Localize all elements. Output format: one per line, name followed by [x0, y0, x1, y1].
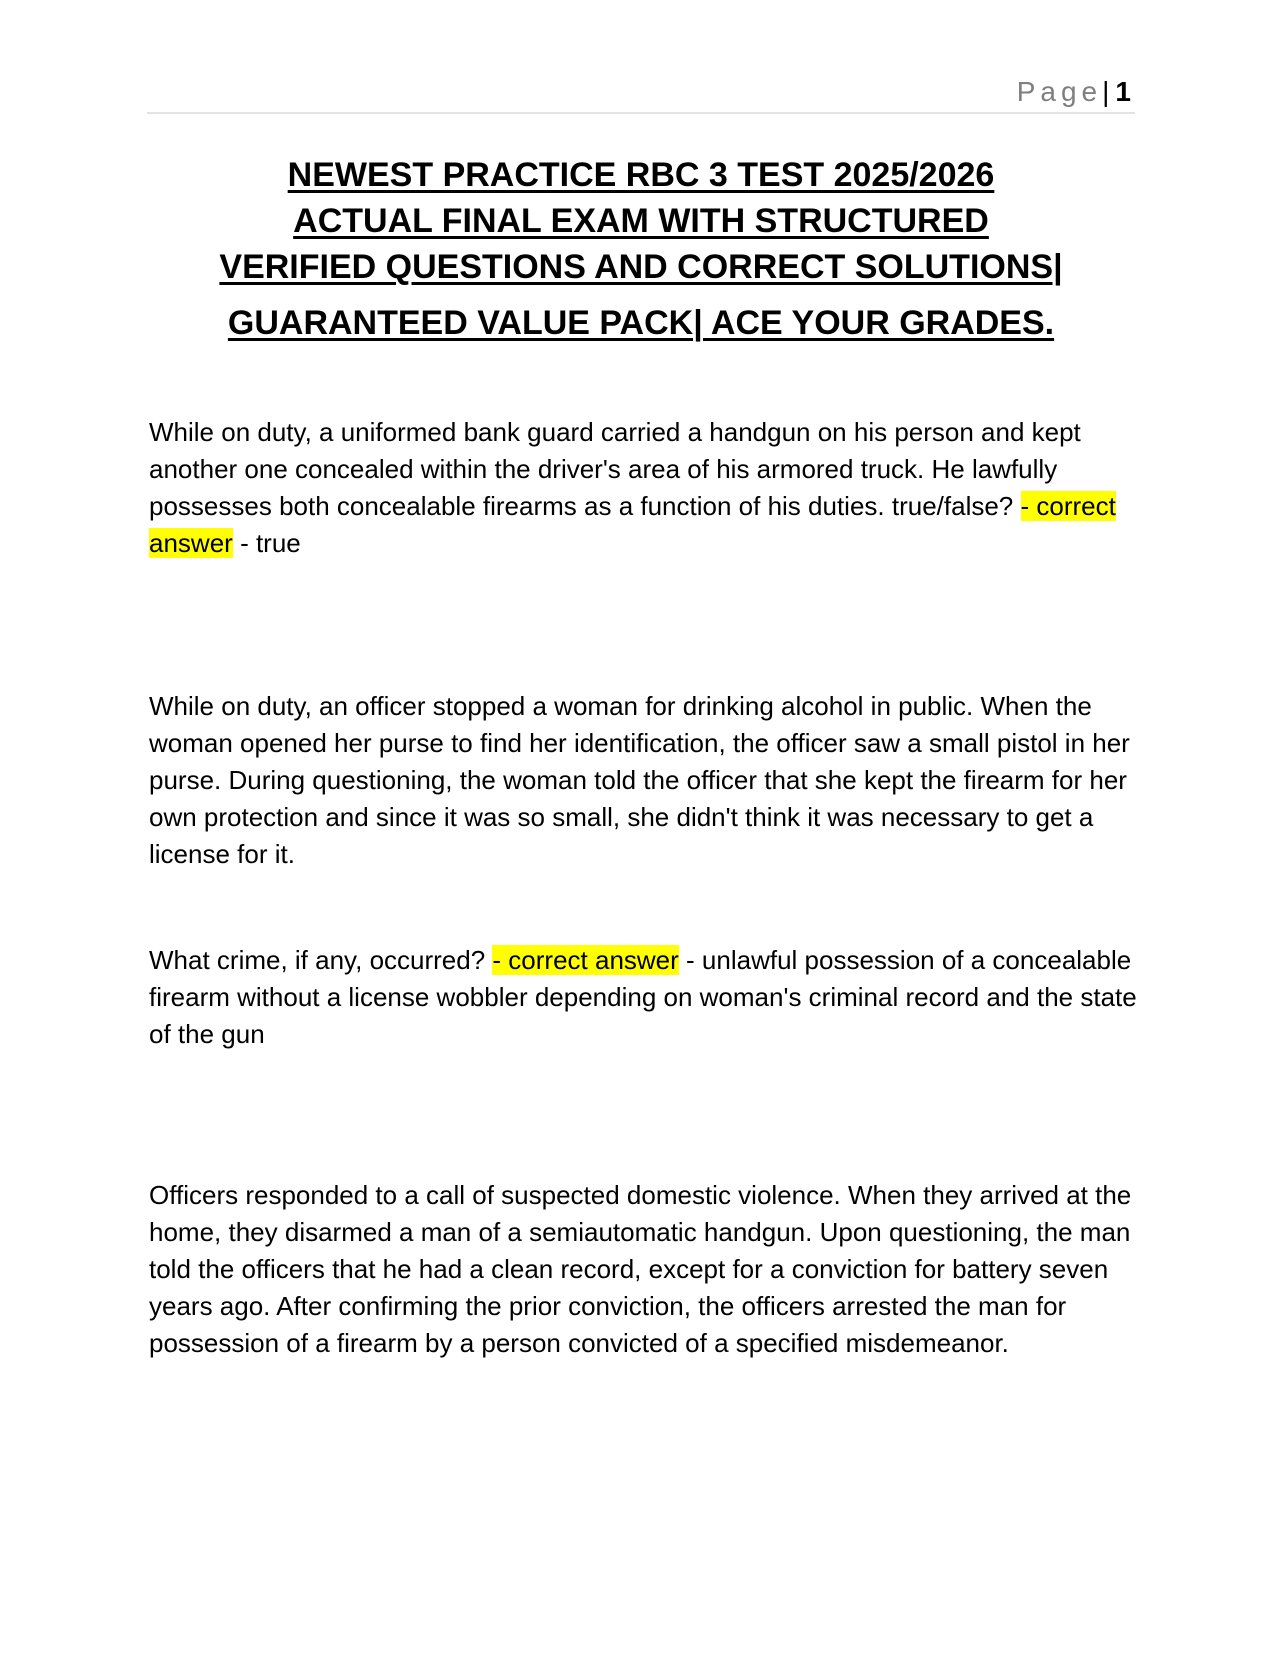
- page-separator: |: [1102, 76, 1110, 107]
- page-word: Page: [1016, 76, 1103, 107]
- correct-answer-marker-1: - correct answer: [149, 491, 1116, 558]
- title-line-3: VERIFIED QUESTIONS AND CORRECT SOLUTIONS|: [219, 248, 1063, 286]
- title-line-1: NEWEST PRACTICE RBC 3 TEST 2025/2026: [287, 156, 995, 194]
- page-number-label: [1017, 76, 1131, 108]
- scenario-3-text: Officers responded to a call of suspected domestic violence. When they arrived at the home, they disarmed a man of a semiautomatic handgun. Upon questioning, the man told the officers that he had a clean record, except for a conviction for battery seven years ago. After confirming the prior conviction, the officers arrested the man for possession of a firearm by a person convicted of a specified misdemeanor.: [149, 1180, 1132, 1358]
- correct-answer-marker-2: - correct answer: [492, 945, 679, 975]
- scenario-3: [149, 1177, 1139, 1362]
- scenario-2: [149, 688, 1139, 873]
- page-header: [147, 74, 1135, 114]
- answer-2-text: - unlawful possession of a concealable firearm without a license wobbler depending on woman's criminal record and the state of the gun: [149, 945, 1137, 1049]
- question-2: [149, 942, 1139, 1053]
- question-2-text: What crime, if any, occurred?: [149, 945, 486, 975]
- scenario-2-text: While on duty, an officer stopped a woman for drinking alcohol in public. When the woman opened her purse to find her identification, the officer saw a small pistol in her purse. During questioning, the woman told the officer that she kept the firearm for her own protection and since it was so small, she didn't think it was necessary to get a license for it.: [149, 691, 1130, 869]
- answer-1-text: - true: [240, 528, 301, 558]
- question-1: [149, 414, 1139, 562]
- document-title: [147, 152, 1135, 346]
- page-number: 1: [1115, 76, 1131, 107]
- question-1-text: While on duty, a uniformed bank guard carried a handgun on his person and kept another one concealed within the driver's area of his armored truck. He lawfully possesses both concealable firearms as a function of his duties. true/false?: [149, 417, 1081, 521]
- title-line-4: GUARANTEED VALUE PACK| ACE YOUR GRADES.: [227, 304, 1055, 342]
- title-line-2: ACTUAL FINAL EXAM WITH STRUCTURED: [293, 202, 989, 240]
